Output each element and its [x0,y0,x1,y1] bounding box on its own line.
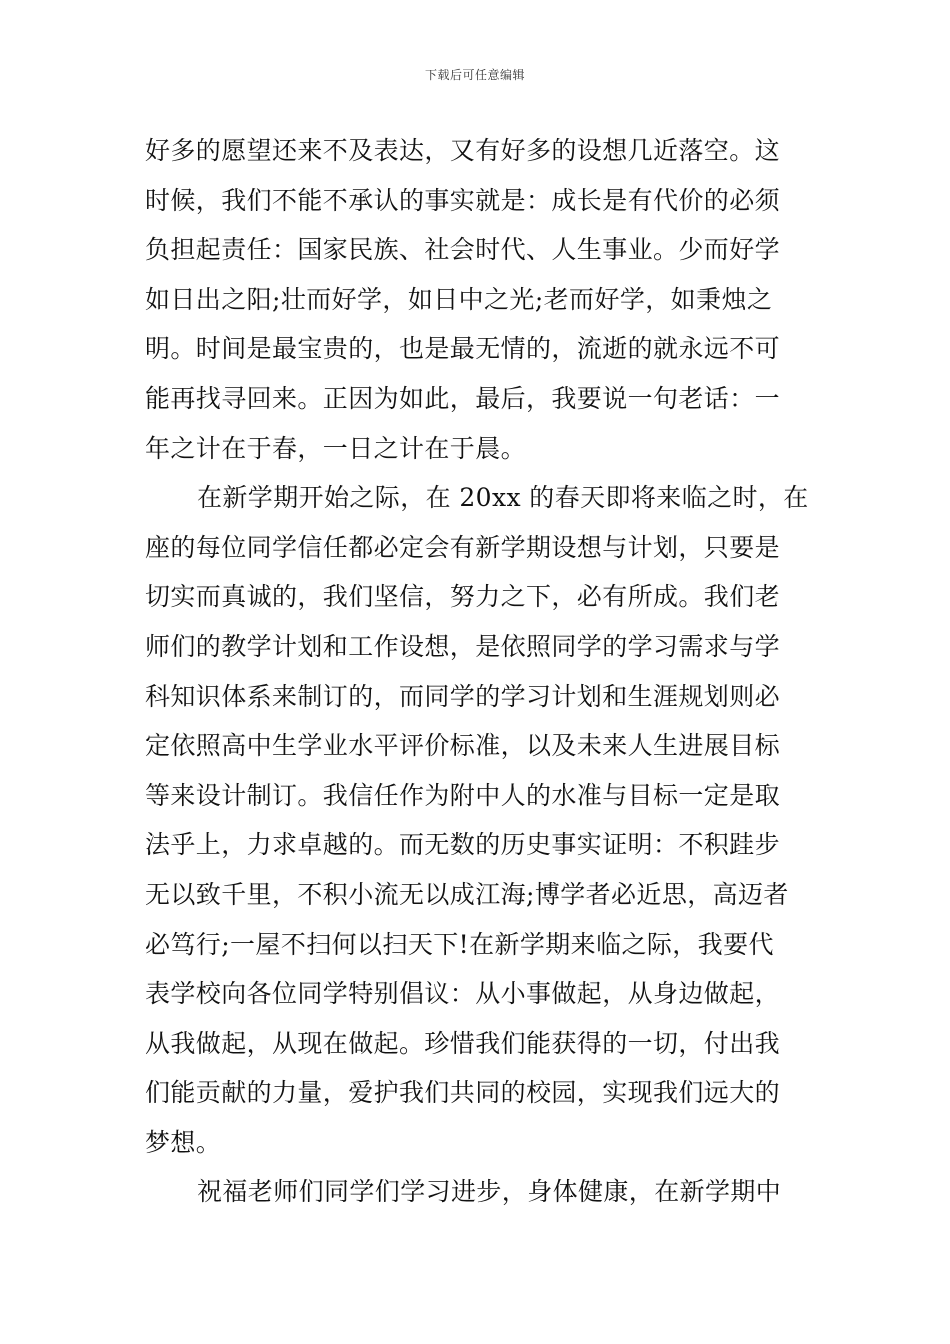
text-line: 梦想。 [145,1127,222,1157]
text-line: 科知识体系来制订的，而同学的学习计划和生涯规划则必 [145,681,781,711]
text-line: 时候，我们不能不承认的事实就是：成长是有代价的必须 [145,185,781,215]
text-line: 如日出之阳;壮而好学，如日中之光;老而好学，如秉烛之 [145,284,773,314]
paragraph-1 [145,126,807,473]
text-line: 在新学期开始之际，在 20xx 的春天即将来临之时，在 [197,483,809,513]
text-line: 们能贡献的力量，爱护我们共同的校园，实现我们远大的 [145,1078,781,1108]
text-line: 表学校向各位同学特别倡议：从小事做起，从身边做起， [145,979,781,1009]
text-line: 定依照高中生学业水平评价标准，以及未来人生进展目标 [145,731,781,761]
text-line: 从我做起，从现在做起。珍惜我们能获得的一切，付出我 [145,1028,781,1058]
text-line: 明。时间是最宝贵的，也是最无情的，流逝的就永远不可 [145,334,781,364]
text-line: 好多的愿望还来不及表达，又有好多的设想几近落空。这 [145,136,781,165]
text-line: 法乎上，力求卓越的。而无数的历史事实证明：不积跬步 [145,830,781,860]
text-line: 能再找寻回来。正因为如此，最后，我要说一句老话：一 [145,383,781,413]
text-line: 师们的教学计划和工作设想，是依照同学的学习需求与学 [145,631,781,661]
paragraph-3 [145,1167,807,1217]
text-line: 必笃行;一屋不扫何以扫天下!在新学期来临之际，我要代 [145,929,774,959]
page-header: 下载后可任意编辑 [424,68,525,82]
text-line: 座的每位同学信任都必定会有新学期设想与计划，只要是 [145,532,781,562]
text-line: 年之计在于春，一日之计在于晨。 [145,433,527,463]
text-line: 切实而真诚的，我们坚信，努力之下，必有所成。我们老 [145,582,781,612]
document-body [145,126,807,1217]
text-line: 负担起责任：国家民族、社会时代、人生事业。少而好学 [145,235,781,265]
paragraph-2 [145,473,807,1167]
text-line: 祝福老师们同学们学习进步，身体健康，在新学期中 [197,1177,782,1207]
text-line: 无以致千里，不积小流无以成江海;博学者必近思，高迈者 [145,879,789,909]
text-line: 等来设计制订。我信任作为附中人的水准与目标一定是取 [145,780,781,810]
